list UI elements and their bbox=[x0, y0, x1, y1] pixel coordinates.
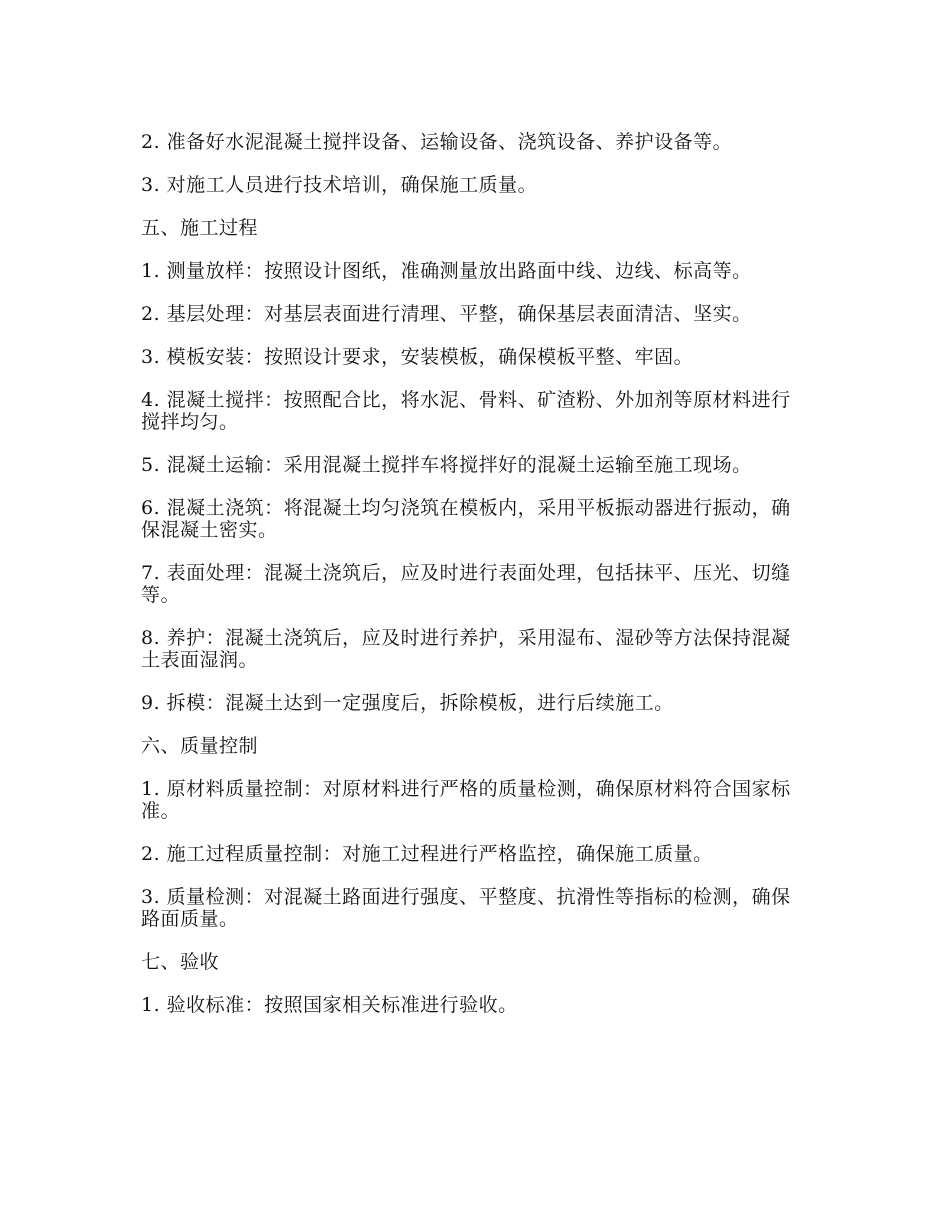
list-item-curing: 8. 养护：混凝土浇筑后，应及时进行养护，采用湿布、湿砂等方法保持混凝土表面湿润。 bbox=[141, 627, 791, 671]
list-item-training: 3. 对施工人员进行技术培训，确保施工质量。 bbox=[141, 174, 538, 196]
list-item-mixing: 4. 混凝土搅拌：按照配合比，将水泥、骨料、矿渣粉、外加剂等原材料进行搅拌均匀。 bbox=[141, 389, 791, 433]
list-item-material-quality: 1. 原材料质量控制：对原材料进行严格的质量检测，确保原材料符合国家标准。 bbox=[141, 778, 791, 822]
list-item-formwork: 3. 模板安装：按照设计要求，安装模板，确保模板平整、牢固。 bbox=[141, 346, 694, 368]
list-item-transport: 5. 混凝土运输：采用混凝土搅拌车将搅拌好的混凝土运输至施工现场。 bbox=[141, 454, 752, 476]
list-item-acceptance-standard: 1. 验收标准：按照国家相关标准进行验收。 bbox=[141, 994, 518, 1016]
list-item-base-treatment: 2. 基层处理：对基层表面进行清理、平整，确保基层表面清洁、坚实。 bbox=[141, 303, 752, 325]
list-item-process-quality: 2. 施工过程质量控制：对施工过程进行严格监控，确保施工质量。 bbox=[141, 843, 713, 865]
list-item-equipment: 2. 准备好水泥混凝土搅拌设备、运输设备、浇筑设备、养护设备等。 bbox=[141, 131, 733, 153]
section-heading-acceptance: 七、验收 bbox=[141, 951, 220, 973]
section-heading-quality-control: 六、质量控制 bbox=[141, 735, 259, 757]
section-heading-construction-process: 五、施工过程 bbox=[141, 217, 259, 239]
list-item-survey: 1. 测量放样：按照设计图纸，准确测量放出路面中线、边线、标高等。 bbox=[141, 260, 752, 282]
list-item-form-removal: 9. 拆模：混凝土达到一定强度后，拆除模板，进行后续施工。 bbox=[141, 692, 674, 714]
list-item-quality-testing: 3. 质量检测：对混凝土路面进行强度、平整度、抗滑性等指标的检测，确保路面质量。 bbox=[141, 886, 791, 930]
list-item-pouring: 6. 混凝土浇筑：将混凝土均匀浇筑在模板内，采用平板振动器进行振动，确保混凝土密实。 bbox=[141, 497, 791, 541]
list-item-surface-treatment: 7. 表面处理：混凝土浇筑后，应及时进行表面处理，包括抹平、压光、切缝等。 bbox=[141, 562, 791, 606]
document-body bbox=[141, 131, 809, 1037]
